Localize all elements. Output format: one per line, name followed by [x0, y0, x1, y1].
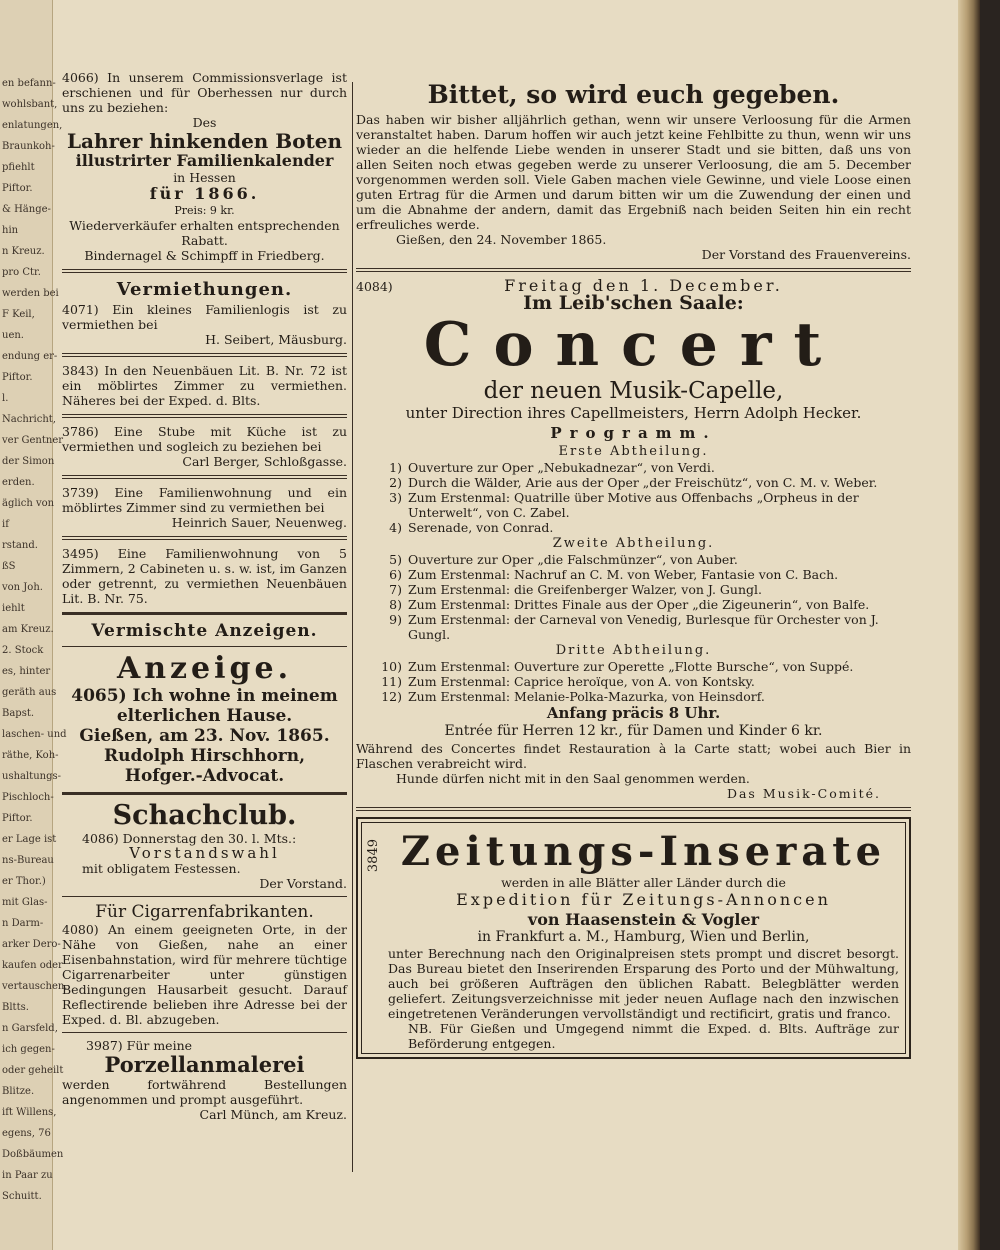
program-item-text: Zum Erstenmal: Drittes Finale aus der Oper „die Zigeunerin“, von Balfe. — [408, 597, 870, 612]
program-item-text: Zum Erstenmal: Caprice heroïque, von A. von Kontsky. — [408, 674, 755, 689]
notice-4066-price: Preis: 9 kr. — [174, 204, 235, 217]
concert-restauration: Während des Concertes findet Restauration à la Carte statt; wobei auch Bier in Flaschen verabreicht wird. — [356, 741, 911, 771]
schach-text: 4086) Donnerstag den 30. l. Mts.: — [82, 831, 297, 846]
adjacent-page-strip — [0, 0, 68, 1250]
inserate-text: unter Berechnung nach den Originalpreisen stets prompt und discret besorgt. Das Bureau bietet den Inserirenden Ersparung des Porto und der Mühwaltung, auch bei größeren Aufträgen den üblichen Rabatt. Belegblätter werden geliefert. Zeitungsverzeichnisse mit jeder neuen Auflage nach den inzwischen eingetretenen Veränderungen vervollständigt und rectificirt, gratis und franco. — [388, 946, 899, 1021]
vermiethung-sign: Heinrich Sauer, Neuenweg. — [171, 515, 347, 530]
anzeige-line1: 4065) Ich wohne in meinem elterlichen Hause. — [71, 686, 338, 726]
porzellan-text: werden fortwährend Bestellungen angenommen und prompt ausgeführt. — [62, 1077, 347, 1107]
strip-fragment: endung er- — [2, 351, 58, 362]
program-item-text: Ouverture zur Oper „die Falschmünzer“, von Auber. — [408, 552, 738, 567]
divider — [62, 646, 347, 647]
strip-fragment: ns-Bureau — [2, 855, 54, 866]
strip-fragment: ßS — [2, 561, 16, 572]
strip-fragment: rstand. — [2, 540, 38, 551]
inserate-box — [356, 817, 911, 1059]
strip-fragment: oder geheilt — [2, 1065, 64, 1076]
concert-sign: Das Musik-Comité. — [726, 786, 881, 801]
program-item — [356, 567, 911, 582]
strip-fragment: er Thor.) — [2, 876, 46, 887]
program-item-text: Ouverture zur Oper „Nebukadnezar“, von Verdi. — [408, 460, 715, 475]
inserate-title: Zeitungs-Inserate — [400, 828, 887, 875]
strip-fragment: ift Willens, — [2, 1107, 57, 1118]
divider — [62, 792, 347, 795]
strip-fragment: F Keil, — [2, 309, 35, 320]
strip-fragment: werden bei — [2, 288, 59, 299]
schach-sign: Der Vorstand. — [259, 876, 347, 891]
strip-fragment: l. — [2, 393, 9, 404]
strip-fragment: Braunkoh- — [2, 141, 55, 152]
anzeige-line3: Rudolph Hirschhorn, — [103, 746, 306, 766]
vermiethung-text: 3495) Eine Familienwohnung von 5 Zimmern, 2 Cabineten u. s. w. ist, im Ganzen oder getrennt, zu vermiethen Neuenbäuen Lit. B. Nr. 75. — [62, 546, 347, 606]
concert-title: Concert — [423, 310, 844, 380]
strip-fragment: am Kreuz. — [2, 624, 54, 635]
schach-wahl: Vorstandswahl — [129, 844, 280, 862]
strip-fragment: pfiehlt — [2, 162, 35, 173]
strip-fragment: arker Dero- — [2, 939, 61, 950]
concert-capelle: der neuen Musik-Capelle, — [483, 378, 784, 404]
vermiethung-text: 3739) Eine Familienwohnung und ein möblirtes Zimmer sind zu vermiethen bei — [62, 485, 347, 515]
strip-fragment: n Darm- — [2, 918, 44, 929]
divider — [356, 807, 911, 811]
program-item — [356, 552, 911, 567]
program-item-number: 2) — [389, 475, 402, 490]
strip-fragment: n Kreuz. — [2, 246, 45, 257]
vermiethung-text: 4071) Ein kleines Familienlogis ist zu vermiethen bei — [62, 302, 347, 332]
strip-fragment: äglich von — [2, 498, 55, 509]
anzeige-line4: Hofger.-Advocat. — [124, 766, 285, 786]
program-item-number: 4) — [389, 520, 402, 535]
program-item-number: 1) — [389, 460, 402, 475]
anzeige-line2: Gießen, am 23. Nov. 1865. — [79, 726, 330, 746]
strip-fragment: egens, 76 — [2, 1128, 51, 1139]
strip-fragment: en befann- — [2, 78, 56, 89]
porzellan-title: Porzellanmalerei — [104, 1052, 305, 1077]
program-item-number: 7) — [389, 582, 402, 597]
program-item — [356, 582, 911, 597]
program-item-text: Zum Erstenmal: Quatrille über Motive aus Offenbachs „Orpheus in der Unterwelt“, von C. Zabel. — [408, 490, 859, 520]
bittet-sign: Der Vorstand des Frauenvereins. — [701, 247, 911, 262]
divider — [62, 612, 347, 615]
program-item-text: Zum Erstenmal: die Greifenberger Walzer, von J. Gungl. — [408, 582, 762, 597]
divider — [356, 268, 911, 272]
inserate-nb: NB. Für Gießen und Umgegend nimmt die Exped. d. Blts. Aufträge zur Beförderung entgegen. — [408, 1021, 899, 1051]
program-item-number: 5) — [389, 552, 402, 567]
notice-4066-subtitle: illustrirter Familienkalender — [75, 151, 334, 170]
strip-fragment: 2. Stock — [2, 645, 44, 656]
strip-fragment: vertauschen. — [2, 981, 68, 992]
concert-num: 4084) — [356, 279, 393, 294]
notice-4066-title: Lahrer hinkenden Boten — [66, 129, 343, 153]
program-section-heading: Erste Abtheilung. — [558, 444, 709, 459]
page-edge — [958, 0, 980, 1250]
vermischte-heading: Vermischte Anzeigen. — [91, 621, 318, 641]
column-divider — [352, 82, 353, 1172]
program-item-text: Zum Erstenmal: Ouverture zur Operette „Flotte Bursche“, von Suppé. — [408, 659, 854, 674]
strip-fragment: Piftor. — [2, 813, 33, 824]
program-item-number: 10) — [381, 659, 402, 674]
strip-fragment: Piftor. — [2, 183, 33, 194]
divider — [62, 475, 347, 479]
inserate-line3: von Haasenstein & Vogler — [527, 910, 760, 929]
program-item — [356, 475, 911, 490]
vermiethungen-list — [62, 302, 347, 606]
strip-fragment: Doßbäumen — [2, 1149, 64, 1160]
concert-programm: Programm. — [550, 424, 717, 442]
concert-venue: Im Leib'schen Saale: — [523, 292, 744, 314]
notice-4066-region: in Hessen — [173, 170, 236, 185]
program-item-text: Zum Erstenmal: Melanie-Polka-Mazurka, von Heinsdorf. — [408, 689, 765, 704]
strip-fragment: Pischloch- — [2, 792, 54, 803]
divider — [62, 896, 347, 897]
cigarren-title: Für Cigarrenfabrikanten. — [95, 902, 314, 922]
bittet-title: Bittet, so wird euch gegeben. — [427, 80, 840, 109]
strip-fragment: ver Gentner — [2, 435, 64, 446]
program-item — [356, 520, 911, 535]
notice-4066-resale: Wiederverkäufer erhalten entsprechenden Rabatt. — [69, 218, 340, 248]
strip-fragment: geräth aus — [2, 687, 57, 698]
program-item — [356, 490, 911, 520]
strip-fragment: Bapst. — [2, 708, 35, 719]
bittet-date: Gießen, den 24. November 1865. — [396, 232, 607, 247]
strip-fragment: Nachricht, — [2, 414, 56, 425]
program-item-number: 8) — [389, 597, 402, 612]
program-item-number: 12) — [381, 689, 402, 704]
vermiethung-sign: Carl Berger, Schloßgasse. — [182, 454, 347, 469]
strip-fragment: iehlt — [2, 603, 25, 614]
strip-fragment: in Paar zu — [2, 1170, 53, 1181]
inserate-line4: in Frankfurt a. M., Hamburg, Wien und Berlin, — [477, 929, 810, 945]
divider — [62, 414, 347, 418]
notice-4066-year: für 1866. — [149, 184, 260, 203]
strip-fragment: enlatungen, — [2, 120, 63, 131]
inserate-line2: Expedition für Zeitungs-Annoncen — [456, 890, 831, 909]
strip-fragment: wohlsbant, — [2, 99, 58, 110]
concert-direction: unter Direction ihres Capellmeisters, Herrn Adolph Hecker. — [405, 404, 862, 422]
inserate-content — [374, 829, 899, 1051]
strip-fragment: er Lage ist — [2, 834, 57, 845]
program-item-number: 6) — [389, 567, 402, 582]
strip-fragment: uen. — [2, 330, 24, 341]
strip-fragment: Blitze. — [2, 1086, 35, 1097]
strip-fragment: mit Glas- — [2, 897, 48, 908]
program-section-heading: Zweite Abtheilung. — [552, 536, 715, 551]
strip-fragment: hin — [2, 225, 19, 236]
strip-fragment: Piftor. — [2, 372, 33, 383]
vermiethung-sign: H. Seibert, Mäusburg. — [205, 332, 347, 347]
program-item-number: 9) — [389, 612, 402, 627]
program-item — [356, 674, 911, 689]
strip-fragment: ich gegen- — [2, 1044, 55, 1055]
divider — [62, 353, 347, 357]
bittet-text: Das haben wir bisher alljährlich gethan, wenn wir unsere Verloosung für die Armen veranstaltet haben. Darum hoffen wir auch jetzt keine Fehlbitte zu thun, wenn wir uns wieder an die helfende Liebe wenden in unserer Stadt und sie bitten, daß uns von allen Seiten noch etwas gegeben werde zu unserer Verloosung, die am 5. December vorgenommen werden soll. Viele Gaben machen viele Gewinne, und viele Loose einen guten Ertrag für die Armen und darum bitten wir um die Zuwendung der einen und um die Abnahme der andern, damit das Ergebniß nach beiden Seiten hin ein recht erfreuliches werde. — [356, 112, 911, 232]
strip-fragment: & Hänge- — [2, 204, 51, 215]
program-item-text: Zum Erstenmal: der Carneval von Venedig, Burlesque für Orchester von J. Gungl. — [408, 612, 879, 642]
notice-4066-intro: 4066) In unserem Commissionsverlage ist erschienen und für Oberhessen nur durch uns zu beziehen: — [62, 70, 347, 115]
program-item — [356, 460, 911, 475]
right-column — [356, 80, 911, 1059]
program-item — [356, 612, 911, 642]
vermiethungen-heading: Vermiethungen. — [116, 279, 293, 300]
concert-hunde: Hunde dürfen nicht mit in den Saal genommen werden. — [396, 771, 750, 786]
strip-fragment: n Garsfeld, — [2, 1023, 58, 1034]
porzellan-intro: 3987) Für meine — [86, 1038, 193, 1053]
strip-fragment: pro Ctr. — [2, 267, 41, 278]
cigarren-text: 4080) An einem geeigneten Orte, in der Nähe von Gießen, nahe an einer Eisenbahnstation, wird für mehrere tüchtige Cigarrenarbeiter unter günstigen Bedingungen Hausarbeit gesucht. Darauf Reflectirende belieben ihre Adresse bei der Exped. d. Bl. abzugeben. — [62, 922, 347, 1027]
concert-entree: Entrée für Herren 12 kr., für Damen und Kinder 6 kr. — [444, 723, 823, 739]
concert-program — [356, 443, 911, 704]
divider — [62, 1032, 347, 1033]
program-item — [356, 659, 911, 674]
concert-date: Freitag den 1. December. — [504, 276, 783, 295]
schach-wahl-sub: mit obligatem Festessen. — [82, 861, 241, 876]
program-item — [356, 689, 911, 704]
strip-fragment: Schuitt. — [2, 1191, 42, 1202]
strip-fragment: Bltts. — [2, 1002, 29, 1013]
divider — [62, 536, 347, 540]
divider — [62, 269, 347, 273]
inserate-line1: werden in alle Blätter aller Länder durch die — [501, 875, 786, 890]
program-section-heading: Dritte Abtheilung. — [555, 643, 712, 658]
program-item-text: Serenade, von Conrad. — [408, 520, 554, 535]
anzeige-title: Anzeige. — [116, 651, 293, 686]
notice-4066-sign: Bindernagel & Schimpff in Friedberg. — [84, 248, 325, 263]
concert-anfang: Anfang präcis 8 Uhr. — [546, 704, 721, 722]
strip-fragment: der Simon — [2, 456, 55, 467]
strip-fragment: if — [2, 519, 9, 530]
program-item-number: 3) — [389, 490, 402, 505]
program-item — [356, 597, 911, 612]
left-column — [62, 70, 347, 1122]
strip-fragment: erden. — [2, 477, 35, 488]
porzellan-sign: Carl Münch, am Kreuz. — [199, 1107, 347, 1122]
schach-title: Schachclub. — [112, 800, 297, 831]
strip-fragment: ushaltungs- — [2, 771, 61, 782]
strip-fragment: es, hinter — [2, 666, 51, 677]
strip-fragment: laschen- und — [2, 729, 67, 740]
strip-fragment: kaufen oder — [2, 960, 63, 971]
strip-fragment: räthe, Koh- — [2, 750, 59, 761]
program-item-text: Zum Erstenmal: Nachruf an C. M. von Weber, Fantasie von C. Bach. — [408, 567, 839, 582]
notice-4066-des: Des — [192, 115, 217, 130]
program-item-text: Durch die Wälder, Arie aus der Oper „der Freischütz“, von C. M. v. Weber. — [408, 475, 878, 490]
program-item-number: 11) — [381, 674, 402, 689]
strip-fragment: von Joh. — [2, 582, 43, 593]
vermiethung-text: 3843) In den Neuenbäuen Lit. B. Nr. 72 ist ein möblirtes Zimmer zu vermiethen. Näheres bei der Exped. d. Blts. — [62, 363, 347, 408]
inserate-num: 3849 — [366, 839, 381, 873]
vermiethung-text: 3786) Eine Stube mit Küche ist zu vermiethen und sogleich zu beziehen bei — [62, 424, 347, 454]
